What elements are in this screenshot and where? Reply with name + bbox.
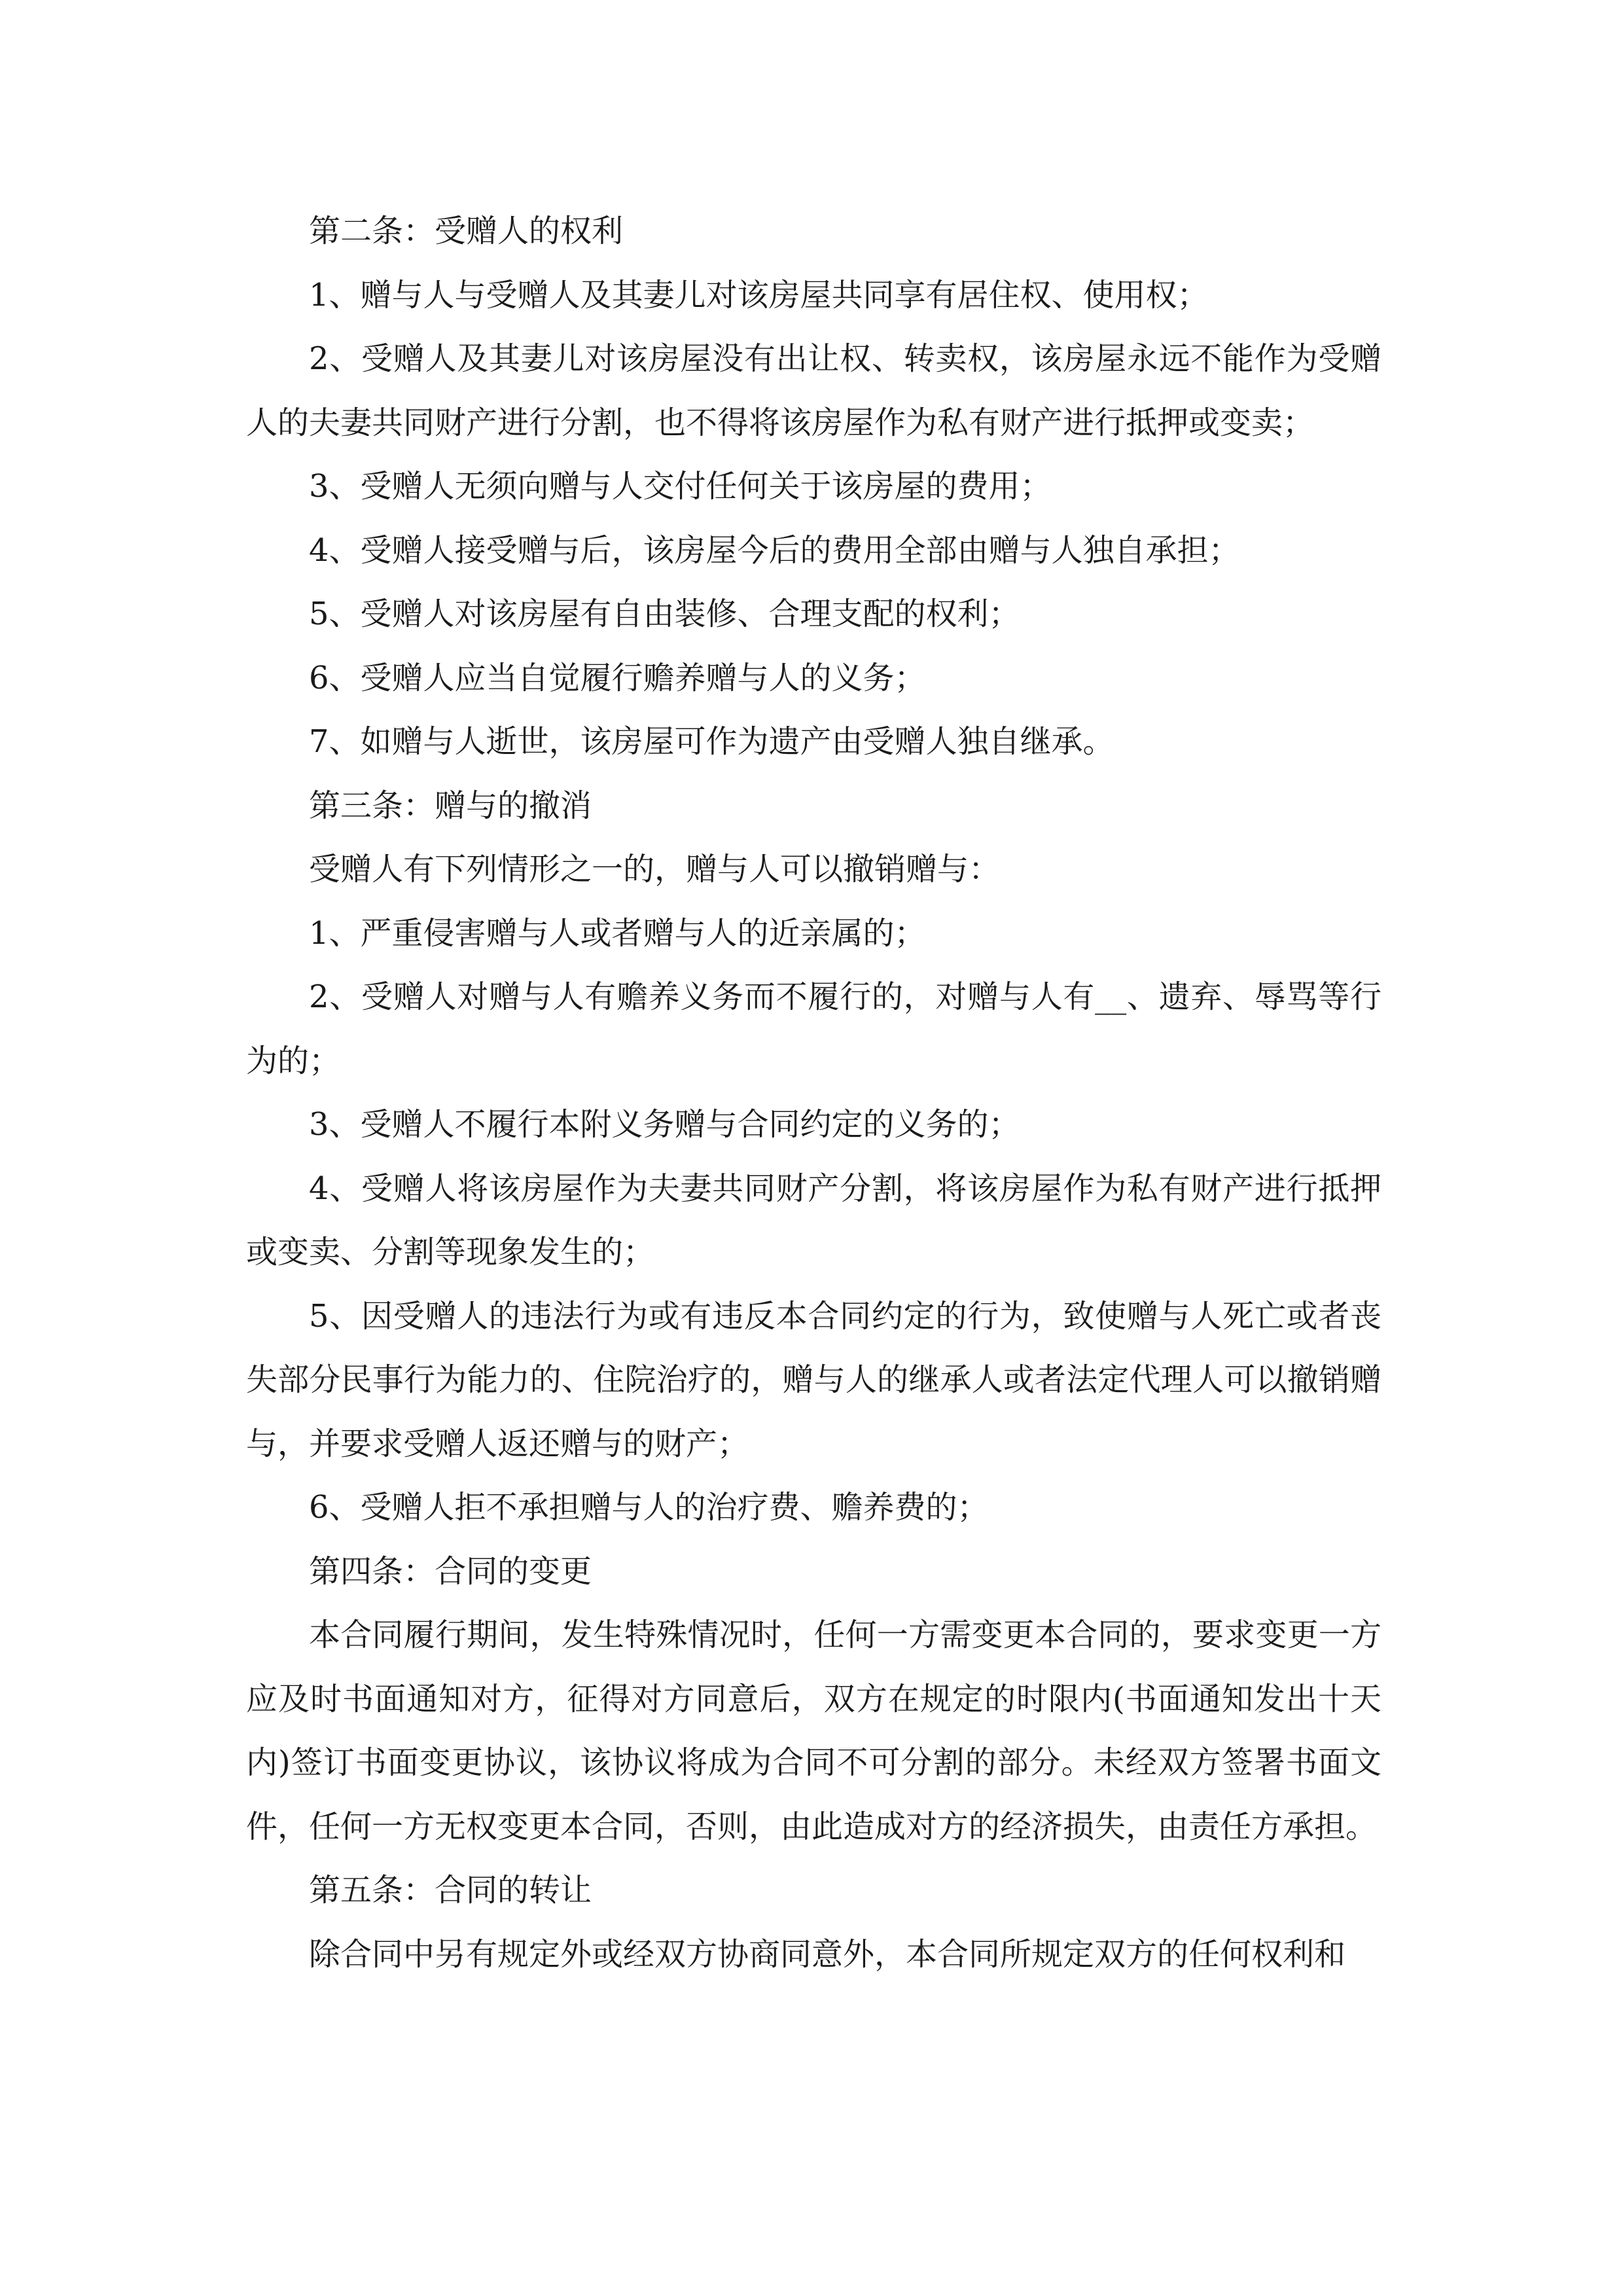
article-2-item-5: 5、受赠人对该房屋有自由装修、合理支配的权利； bbox=[309, 596, 1020, 632]
article-3-item-6: 6、受赠人拒不承担赠与人的治疗费、赡养费的； bbox=[309, 1489, 989, 1526]
article-5-heading: 第五条：合同的转让 bbox=[309, 1872, 592, 1909]
article-3-item-5: 5、因受赠人的违法行为或有违反本合同约定的行为，致使赠与人死亡或者丧失部分民事行为能力的、住院治疗的，赠与人的继承人或者法定代理人可以撤销赠与，并要求受赠人返还赠与的财产； bbox=[246, 1297, 1382, 1462]
article-2-heading: 第二条：受赠人的权利 bbox=[309, 213, 624, 249]
article-2-item-4: 4、受赠人接受赠与后，该房屋今后的费用全部由赠与人独自承担； bbox=[309, 531, 1240, 569]
article-2-item-7: 7、如赠与人逝世，该房屋可作为遗产由受赠人独自继承。 bbox=[309, 723, 1115, 760]
document-body bbox=[246, 200, 1382, 1986]
article-4-body: 本合同履行期间，发生特殊情况时，任何一方需变更本合同的，要求变更一方应及时书面通知对方，征得对方同意后，双方在规定的时限内(书面通知发出十天内)签订书面变更协议，该协议将成为合同不可分割的部分。未经双方签署书面文件，任何一方无权变更本合同，否则，由此造成对方的经济损失，由责任方承担。 bbox=[246, 1617, 1382, 1845]
article-3-item-2: 2、受赠人对赠与人有赡养义务而不履行的，对赠与人有__、遗弃、辱骂等行为的； bbox=[246, 978, 1382, 1079]
article-3-intro: 受赠人有下列情形之一的，赠与人可以撤销赠与： bbox=[309, 851, 1001, 888]
article-2-item-6: 6、受赠人应当自觉履行赡养赠与人的义务； bbox=[309, 659, 926, 696]
article-3-item-3: 3、受赠人不履行本附义务赠与合同约定的义务的； bbox=[309, 1106, 1020, 1143]
article-2-item-3: 3、受赠人无须向赠与人交付任何关于该房屋的费用； bbox=[309, 468, 1052, 505]
article-3-item-1: 1、严重侵害赠与人或者赠与人的近亲属的； bbox=[309, 914, 926, 952]
article-2-item-2: 2、受赠人及其妻儿对该房屋没有出让权、转卖权，该房屋永远不能作为受赠人的夫妻共同财产进行分割，也不得将该房屋作为私有财产进行抵押或变卖； bbox=[246, 340, 1382, 441]
article-2-item-1: 1、赠与人与受赠人及其妻儿对该房屋共同享有居住权、使用权； bbox=[309, 276, 1209, 314]
article-5-body: 除合同中另有规定外或经双方协商同意外，本合同所规定双方的任何权利和 bbox=[309, 1935, 1346, 1973]
article-3-heading: 第三条：赠与的撤消 bbox=[309, 787, 592, 824]
article-3-item-4: 4、受赠人将该房屋作为夫妻共同财产分割，将该房屋作为私有财产进行抵押或变卖、分割等现象发生的； bbox=[246, 1170, 1382, 1270]
article-4-heading: 第四条：合同的变更 bbox=[309, 1552, 592, 1590]
